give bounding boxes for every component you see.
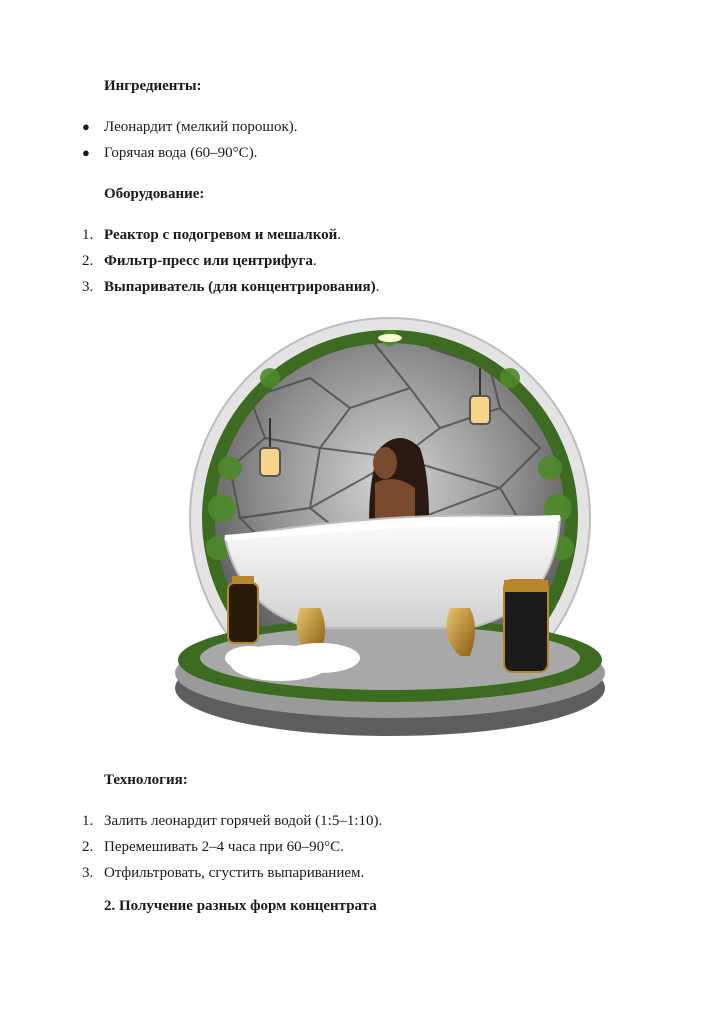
bullet-icon: ●: [82, 119, 90, 134]
list-item: 2. Перемешивать 2–4 часа при 60–90°C.: [82, 839, 344, 855]
bathtub-scene-illustration: [170, 308, 610, 748]
list-item: 3. Отфильтровать, сгустить выпариванием.: [82, 865, 365, 881]
list-item: ● Горячая вода (60–90°C).: [82, 145, 258, 161]
list-item: 1. Реактор с подогревом и мешалкой.: [82, 227, 342, 243]
equipment-heading: Оборудование:: [104, 186, 205, 202]
list-item: 3. Выпариватель (для концентрирования).: [82, 279, 380, 295]
section-heading: 2. Получение разных форм концентрата: [104, 898, 377, 914]
list-item: ● Леонардит (мелкий порошок).: [82, 119, 298, 135]
technology-list: [0, 812, 382, 890]
list-item: 1. Залить леонардит горячей водой (1:5–1:10).: [82, 813, 383, 829]
bullet-icon: ●: [82, 145, 90, 160]
list-item: 2. Фильтр-пресс или центрифуга.: [82, 253, 317, 269]
ingredients-heading: Ингредиенты:: [104, 78, 202, 94]
technology-heading: Технология:: [104, 772, 188, 788]
ingredients-list: [0, 118, 298, 170]
equipment-list: [0, 226, 379, 304]
